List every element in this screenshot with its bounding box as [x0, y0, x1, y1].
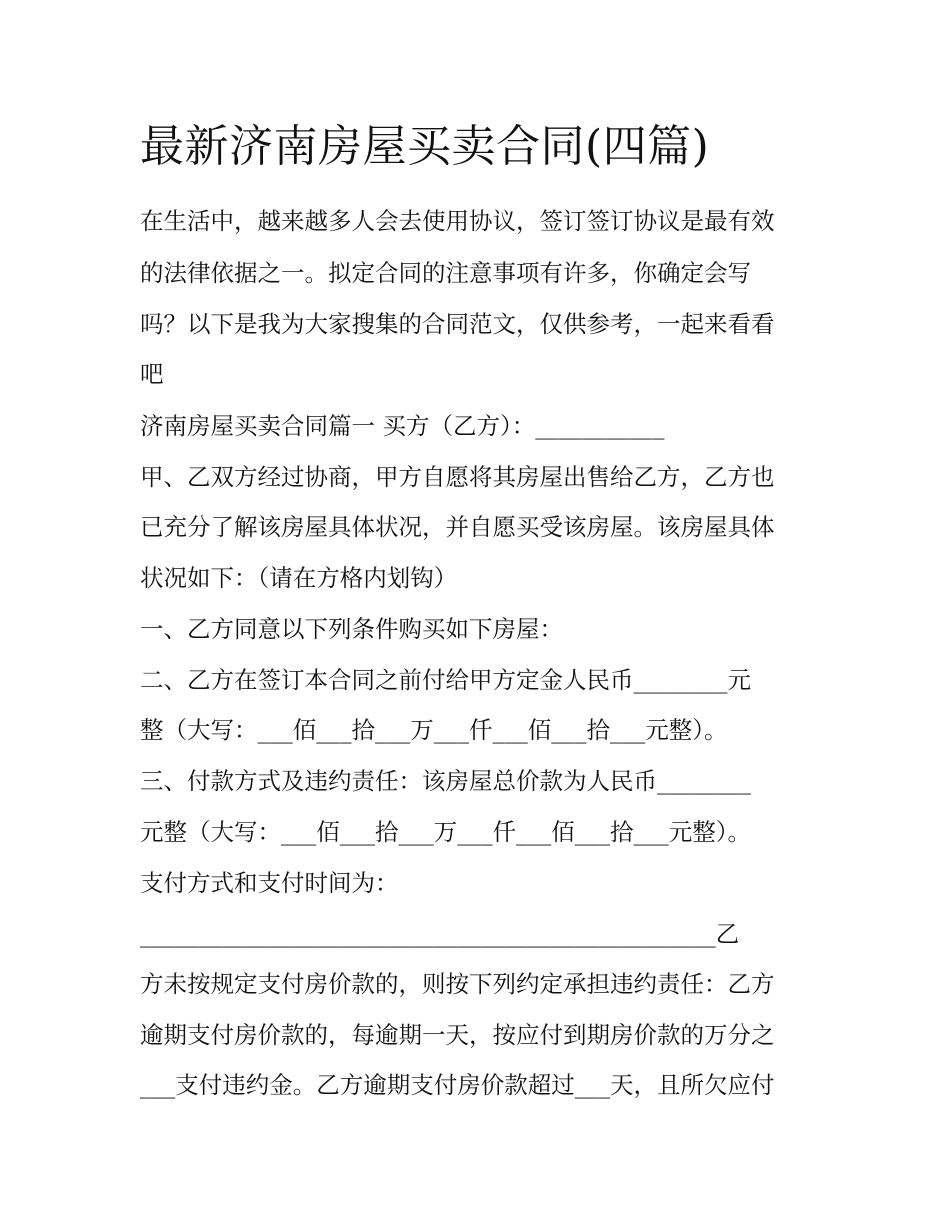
paragraph-line-5: 济南房屋买卖合同篇一 买方（乙方）：___________ [140, 412, 665, 440]
paragraph-line-17: 逾期支付房价款的，每逾期一天，按应付到期房价款的万分之 [140, 1021, 775, 1049]
paragraph-line-16: 方未按规定支付房价款的，则按下列约定承担违约责任：乙方 [140, 970, 775, 998]
paragraph-line-8: 状况如下：（请在方格内划钩） [140, 564, 458, 592]
paragraph-line-6: 甲、乙双方经过协商，甲方自愿将其房屋出售给乙方，乙方也 [140, 463, 775, 491]
paragraph-line-12: 三、付款方式及违约责任：该房屋总价款为人民币________ [140, 767, 751, 795]
document-title: 最新济南房屋买卖合同(四篇) [140, 121, 710, 172]
paragraph-line-9: 一、乙方同意以下列条件购买如下房屋： [140, 615, 563, 643]
paragraph-line-10: 二、乙方在签订本合同之前付给甲方定金人民币________元 [140, 666, 751, 694]
paragraph-line-18: ___支付违约金。乙方逾期支付房价款超过___天，且所欠应付 [140, 1071, 775, 1099]
paragraph-line-13: 元整（大写：___佰___拾___万___仟___佰___拾___元整）。 [140, 818, 751, 846]
paragraph-line-15: _________________________________________________乙 [140, 920, 740, 948]
paragraph-line-11: 整（大写：___佰___拾___万___仟___佰___拾___元整）。 [140, 716, 728, 744]
paragraph-line-1: 在生活中，越来越多人会去使用协议，签订签订协议是最有效 [140, 207, 775, 235]
paragraph-line-14: 支付方式和支付时间为： [140, 869, 399, 897]
paragraph-line-7: 已充分了解该房屋具体状况，并自愿买受该房屋。该房屋具体 [140, 513, 775, 541]
paragraph-line-4: 吧 [140, 360, 164, 388]
paragraph-line-2: 的法律依据之一。拟定合同的注意事项有许多，你确定会写 [140, 259, 751, 287]
paragraph-line-3: 吗？以下是我为大家搜集的合同范文，仅供参考，一起来看看 [140, 310, 775, 338]
